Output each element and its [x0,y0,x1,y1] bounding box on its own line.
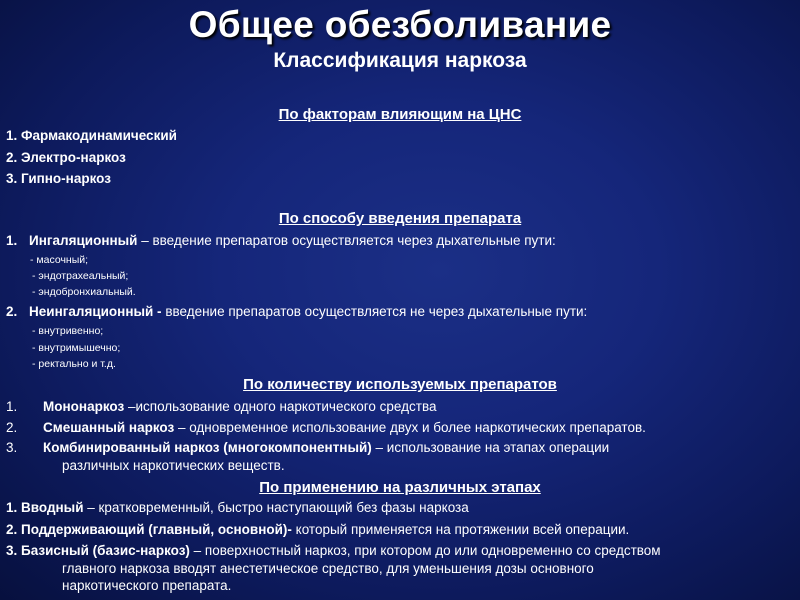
list-item: 1. Фармакодинамический [6,128,177,143]
sub-item: - масочный; [30,254,89,266]
page-subtitle: Классификация наркоза [273,49,527,72]
item-number: 1. [6,233,18,248]
item-term: Неингаляционный - [29,304,162,319]
section-heading-cns: По факторам влияющим на ЦНС [278,106,522,123]
sub-item: - ректально и т.д. [32,358,116,370]
section-heading-stages: По применению на различных этапах [259,479,541,496]
item-continuation: различных наркотических веществ. [62,458,285,473]
list-item [6,233,556,248]
item-number: 3. [6,440,18,455]
list-item: 2. Электро-наркоз [6,150,126,165]
item-number: 2. [6,420,18,435]
item-term: Ингаляционный [29,233,138,248]
list-item [6,543,661,558]
sub-item: - эндобронхиальный. [32,286,136,298]
item-continuation: наркотического препарата. [62,578,232,593]
item-term: Мононаркоз [43,399,125,414]
item-description: – поверхностный наркоз, при котором до или одновременно со средством [189,543,661,558]
item-term: Комбинированный наркоз (многокомпонентный) [43,440,372,455]
item-continuation: главного наркоза вводят анестетическое средство, для уменьшения дозы основного [62,561,594,576]
item-term: 3. Базисный (базис-наркоз) [6,543,190,558]
item-description: – введение препаратов осуществляется через дыхательные пути: [137,233,556,248]
list-item [6,304,587,319]
sub-item: - внутривенно; [32,325,104,337]
sub-item: - внутримышечно; [32,342,121,354]
item-description: – одновременное использование двух и более наркотических препаратов. [174,420,646,435]
list-item [6,522,629,537]
list-item [6,500,469,515]
item-description: – использование на этапах операции [371,440,610,455]
item-term: 1. Вводный [6,500,84,515]
list-item: 3. Гипно-наркоз [6,171,111,186]
item-description: введение препаратов осуществляется не через дыхательные пути: [161,304,588,319]
item-number: 1. [6,399,18,414]
section-heading-quantity: По количеству используемых препаратов [243,376,557,393]
list-item [6,420,646,435]
sub-item: - эндотрахеальный; [32,270,129,282]
page-title: Общее обезболивание [188,4,612,45]
item-description: –использование одного наркотического средства [124,399,437,414]
section-heading-administration: По способу введения препарата [278,210,522,227]
item-description: который применяется на протяжении всей операции. [291,522,630,537]
item-number: 2. [6,304,18,319]
item-description: – кратковременный, быстро наступающий без фазы наркоза [83,500,469,515]
item-term: 2. Поддерживающий (главный, основной)- [6,522,292,537]
list-item [6,399,436,414]
list-item [6,440,609,455]
item-term: Смешанный наркоз [43,420,175,435]
